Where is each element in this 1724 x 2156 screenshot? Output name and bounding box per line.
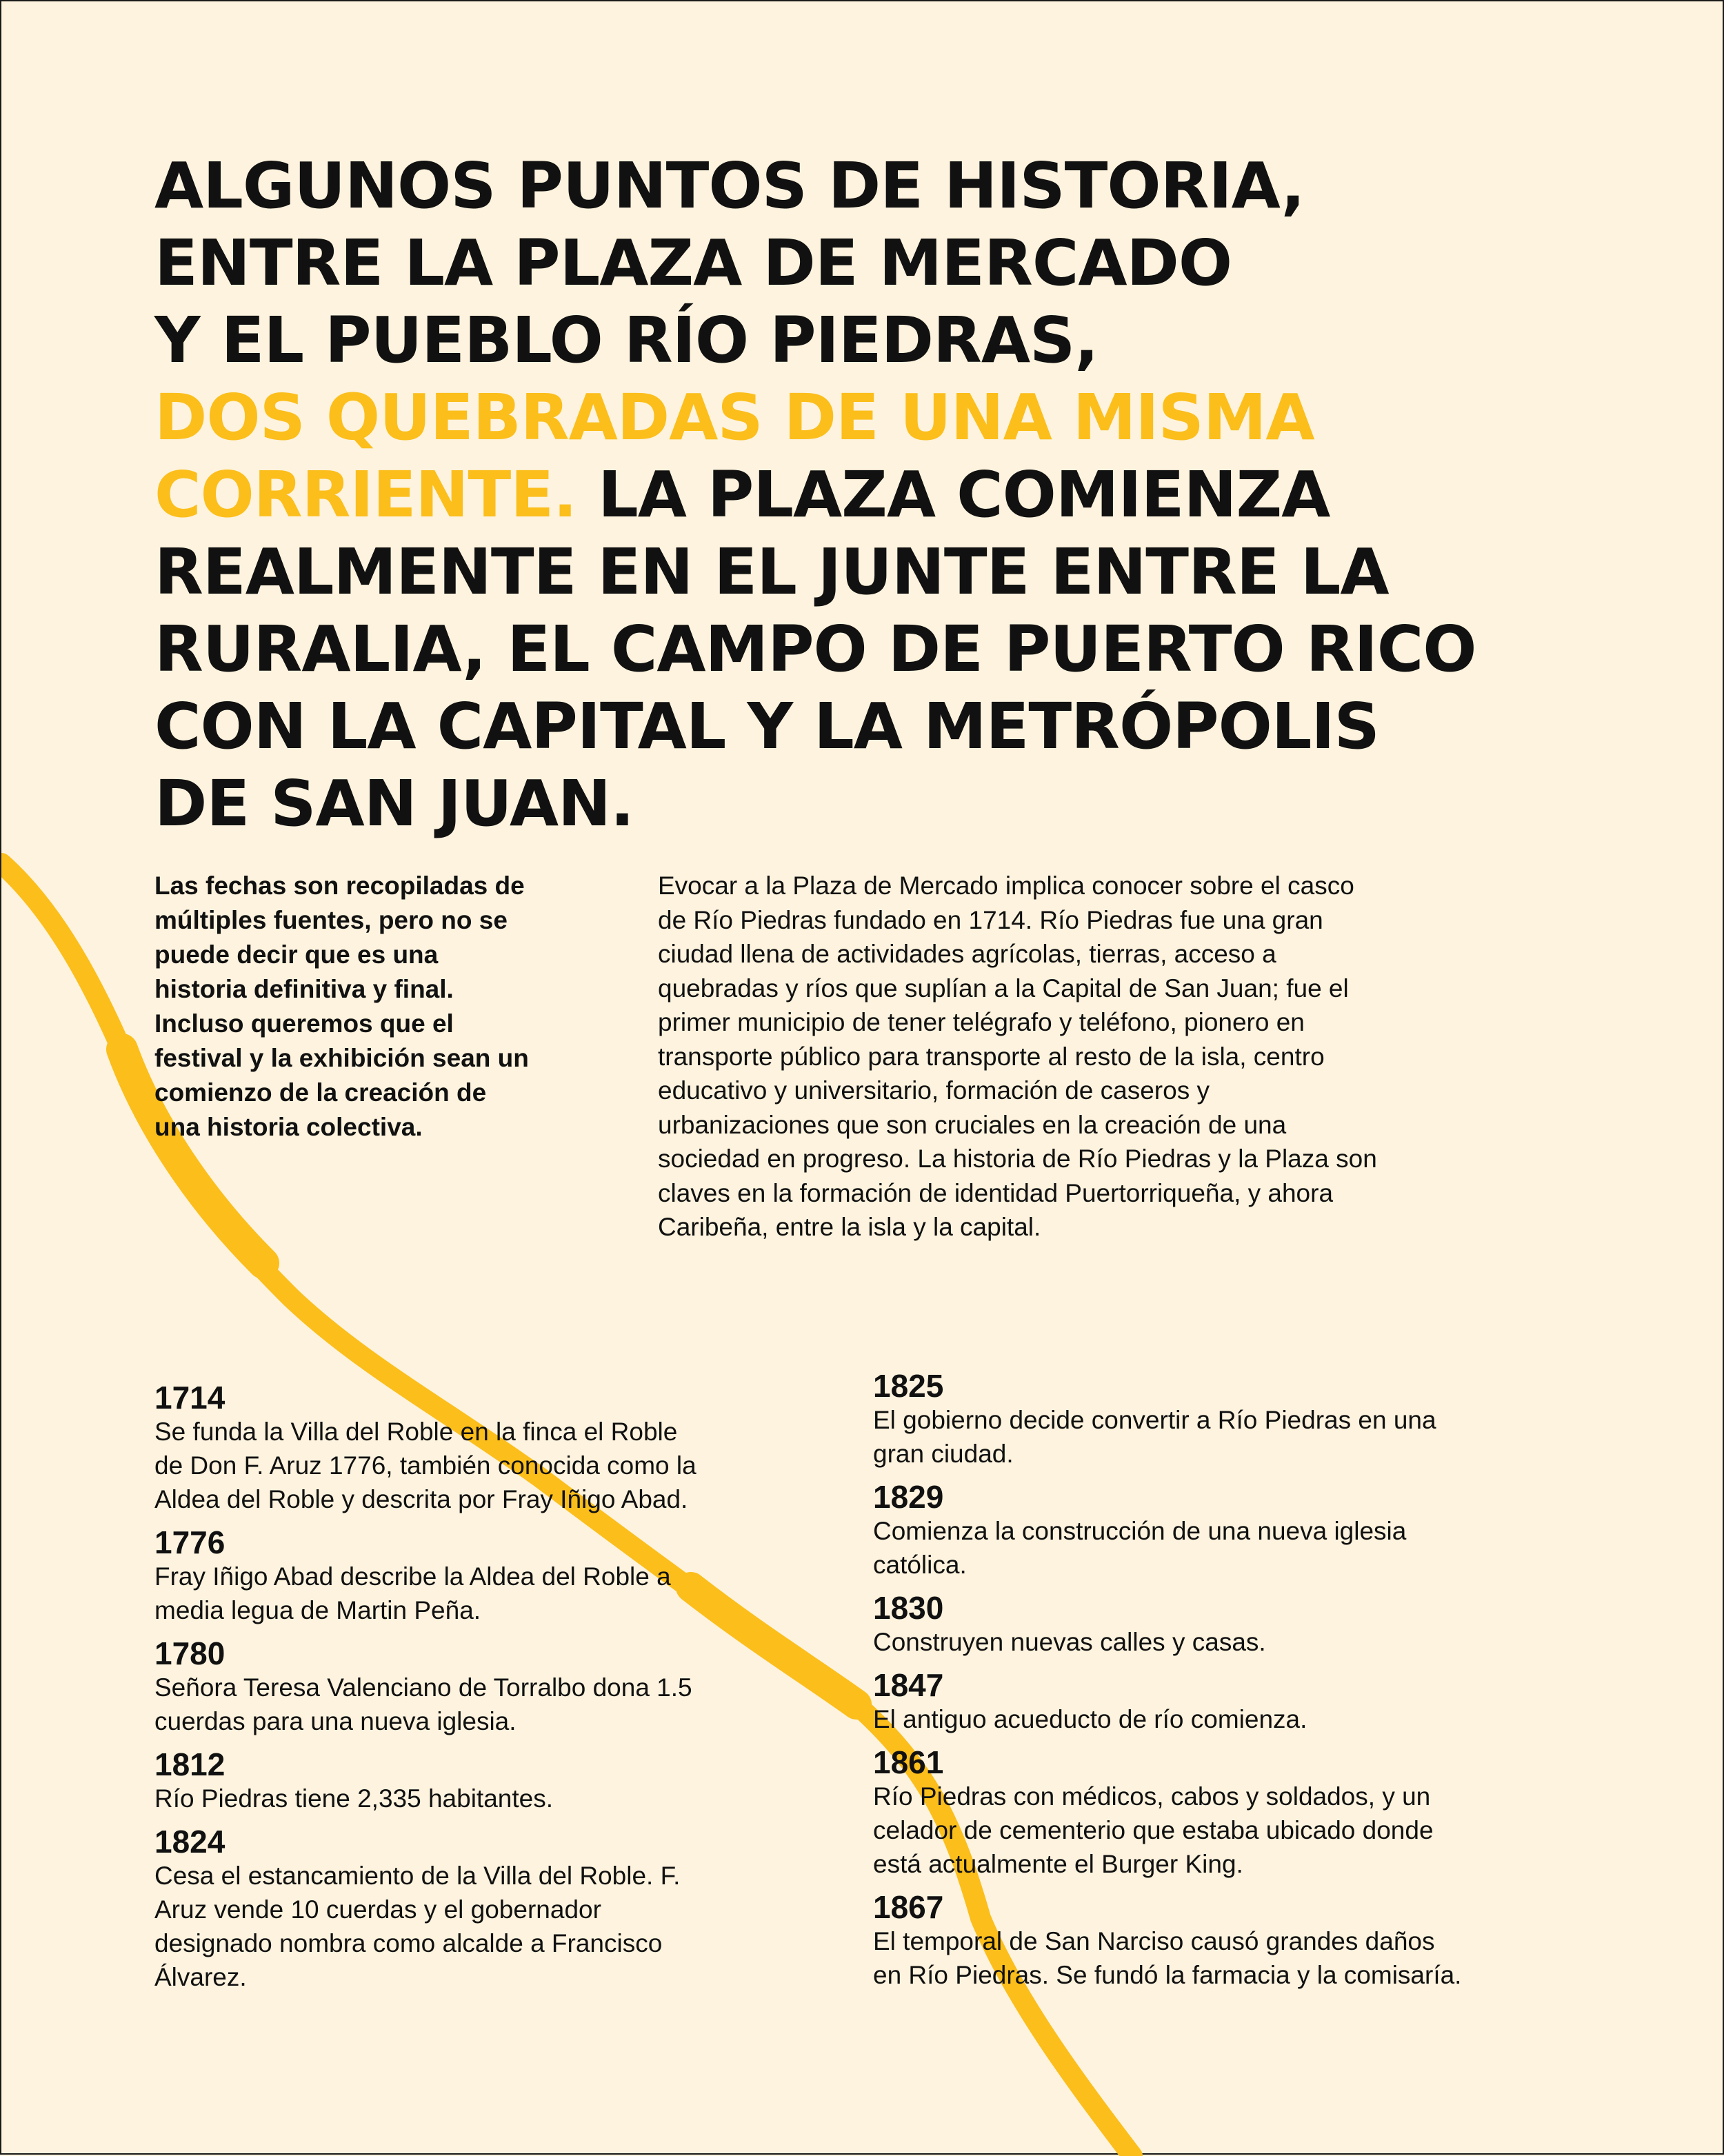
timeline-year: 1830 <box>873 1590 944 1626</box>
timeline-entry <box>154 1824 816 1994</box>
timeline-year: 1812 <box>154 1746 225 1782</box>
headline-highlight: CORRIENTE. <box>154 458 577 532</box>
timeline-event-line: Aldea del Roble y descrita por Fray Iñigo Abad. <box>154 1485 688 1513</box>
timeline-event-line: El antiguo acueducto de río comienza. <box>873 1705 1307 1733</box>
timeline-event <box>873 1780 1563 1881</box>
timeline-year: 1829 <box>873 1479 944 1515</box>
intro-paragraph-line: de Río Piedras fundado en 1714. Río Piedras fue una gran <box>658 905 1323 934</box>
intro-paragraph-line: primer municipio de tener telégrafo y teléfono, pionero en <box>658 1008 1305 1036</box>
timeline-event-line: está actualmente el Burger King. <box>873 1850 1243 1878</box>
timeline-event-line: Álvarez. <box>154 1963 247 1991</box>
intro-paragraph-line: sociedad en progreso. La historia de Río Piedras y la Plaza son <box>658 1145 1377 1173</box>
timeline-year: 1847 <box>873 1667 944 1703</box>
headline-text: LA PLAZA COMIENZA <box>577 458 1330 532</box>
timeline-entry <box>873 1890 1563 1992</box>
timeline-event-line: gran ciudad. <box>873 1440 1014 1468</box>
intro-disclaimer-line: Las fechas son recopiladas de <box>154 872 525 900</box>
headline-text: ALGUNOS PUNTOS DE HISTORIA, <box>154 149 1305 223</box>
headline <box>154 148 1603 843</box>
timeline-event-line: El temporal de San Narciso causó grandes daños <box>873 1927 1435 1955</box>
timeline-event <box>154 1859 816 1994</box>
intro-paragraph-line: transporte público para transporte al resto de la isla, centro <box>658 1042 1325 1071</box>
intro-paragraph-line: Evocar a la Plaza de Mercado implica conocer sobre el casco <box>658 872 1354 900</box>
timeline-event <box>873 1514 1563 1582</box>
timeline-event-line: Fray Iñigo Abad describe la Aldea del Roble a <box>154 1562 671 1591</box>
timeline-event-line: en Río Piedras. Se fundó la farmacia y la comisaría. <box>873 1961 1462 1989</box>
intro-disclaimer-line: Incluso queremos que el <box>154 1009 454 1038</box>
timeline-event-line: Se funda la Villa del Roble en la finca el Roble <box>154 1418 678 1446</box>
timeline-year: 1714 <box>154 1380 225 1415</box>
headline-line <box>154 148 1603 225</box>
intro-disclaimer <box>154 869 596 1145</box>
intro-paragraph-line: ciudad llena de actividades agrícolas, tierras, acceso a <box>658 940 1276 968</box>
timeline-event-line: Cesa el estancamiento de la Villa del Roble. F. <box>154 1862 681 1890</box>
timeline-event-line: católica. <box>873 1551 967 1579</box>
timeline-event-line: media legua de Martin Peña. <box>154 1596 481 1624</box>
timeline-event-line: celador de cementerio que estaba ubicado donde <box>873 1816 1434 1844</box>
intro-disclaimer-line: múltiples fuentes, pero no se <box>154 906 508 934</box>
timeline-event-line: designado nombra como alcalde a Francisco <box>154 1929 663 1957</box>
headline-text: REALMENTE EN EL JUNTE ENTRE LA <box>154 535 1389 609</box>
timeline-right-column <box>873 1369 1563 2001</box>
timeline-event-line: de Don F. Aruz 1776, también conocida como la <box>154 1451 696 1480</box>
timeline-entry <box>154 1747 816 1815</box>
timeline-year: 1824 <box>154 1824 225 1860</box>
timeline-event <box>873 1403 1563 1471</box>
timeline-entry <box>873 1591 1563 1659</box>
intro-disclaimer-line: comienzo de la creación de <box>154 1078 487 1107</box>
headline-highlight: DOS QUEBRADAS DE UNA MISMA <box>154 381 1314 454</box>
headline-line <box>154 225 1603 302</box>
timeline-event-line: Señora Teresa Valenciano de Torralbo dona 1.5 <box>154 1673 692 1702</box>
intro-paragraph <box>658 869 1527 1245</box>
headline-text: Y EL PUEBLO RÍO PIEDRAS, <box>154 303 1099 377</box>
intro-disclaimer-line: una historia colectiva. <box>154 1113 423 1141</box>
headline-line <box>154 302 1603 379</box>
headline-line <box>154 765 1603 843</box>
timeline-event <box>154 1671 816 1738</box>
intro-paragraph-line: quebradas y ríos que suplían a la Capital de San Juan; fue el <box>658 974 1349 1003</box>
timeline-event-line: Construyen nuevas calles y casas. <box>873 1628 1266 1656</box>
timeline-year: 1867 <box>873 1889 944 1925</box>
timeline-entry <box>873 1668 1563 1736</box>
timeline-event-line: Río Piedras con médicos, cabos y soldados, y un <box>873 1782 1431 1811</box>
timeline-entry <box>873 1480 1563 1582</box>
timeline-year: 1861 <box>873 1744 944 1780</box>
timeline-entry <box>154 1525 816 1627</box>
timeline-event-line: Aruz vende 10 cuerdas y el gobernador <box>154 1895 601 1924</box>
headline-text: RURALIA, EL CAMPO DE PUERTO RICO <box>154 612 1476 686</box>
timeline-event <box>154 1782 816 1815</box>
headline-text: ENTRE LA PLAZA DE MERCADO <box>154 226 1232 300</box>
timeline-event-line: El gobierno decide convertir a Río Piedras en una <box>873 1406 1436 1434</box>
timeline-event-line: Río Piedras tiene 2,335 habitantes. <box>154 1784 553 1813</box>
timeline-event-line: Comienza la construcción de una nueva iglesia <box>873 1517 1407 1545</box>
headline-line <box>154 688 1603 765</box>
timeline-event <box>154 1560 816 1627</box>
intro-paragraph-line: claves en la formación de identidad Puertorriqueña, y ahora <box>658 1178 1334 1207</box>
timeline-event-line: cuerdas para una nueva iglesia. <box>154 1707 517 1735</box>
timeline-entry <box>873 1745 1563 1881</box>
timeline-event <box>873 1702 1563 1736</box>
timeline-event <box>154 1415 816 1516</box>
timeline-entry <box>154 1636 816 1738</box>
headline-line <box>154 611 1603 688</box>
headline-line <box>154 379 1603 456</box>
timeline-left-column <box>154 1380 816 2003</box>
intro-paragraph-line: educativo y universitario, formación de caseros y <box>658 1076 1210 1105</box>
timeline-entry <box>154 1380 816 1516</box>
intro-disclaimer-line: historia definitiva y final. <box>154 975 454 1003</box>
timeline-event <box>873 1924 1563 1992</box>
timeline-event <box>873 1625 1563 1659</box>
timeline-year: 1780 <box>154 1635 225 1671</box>
timeline-entry <box>873 1369 1563 1471</box>
intro-paragraph-line: Caribeña, entre la isla y la capital. <box>658 1213 1041 1241</box>
intro-disclaimer-line: festival y la exhibición sean un <box>154 1044 529 1072</box>
headline-text: DE SAN JUAN. <box>154 767 634 840</box>
timeline-year: 1825 <box>873 1368 944 1404</box>
headline-text: CON LA CAPITAL Y LA METRÓPOLIS <box>154 689 1379 763</box>
intro-paragraph-line: urbanizaciones que son cruciales en la creación de una <box>658 1110 1287 1139</box>
headline-line <box>154 456 1603 534</box>
intro-disclaimer-line: puede decir que es una <box>154 940 439 969</box>
headline-line <box>154 534 1603 611</box>
timeline-year: 1776 <box>154 1524 225 1560</box>
